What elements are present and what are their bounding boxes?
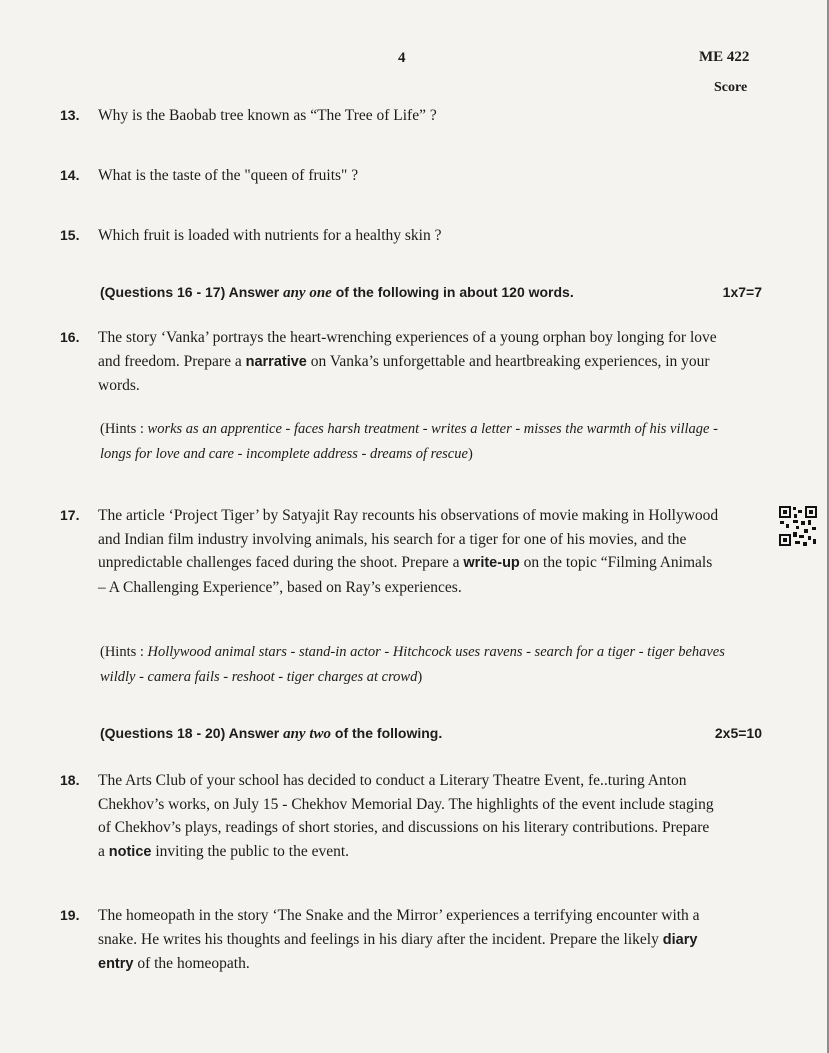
hints-body: Hollywood animal stars - stand-in actor - Hitchcock uses ravens - search for a tiger - tiger behaves wildly - camera fails - reshoot - tiger charges at crowd <box>100 644 725 685</box>
section-heading-18-20 <box>100 725 762 743</box>
hints-lead: (Hints : <box>100 644 148 660</box>
question-number: 18. <box>60 772 80 788</box>
section-emphasis: any one <box>283 285 332 301</box>
text-before: The story ‘Vanka’ portrays the heart-wrenching experiences of a young orphan boy longing for love and freedom. Prepare a <box>98 329 717 370</box>
question-text <box>98 769 720 864</box>
question-18 <box>60 769 760 864</box>
section-emphasis: any two <box>283 726 332 742</box>
section-marks: 2x5=10 <box>714 725 762 741</box>
score-label: Score <box>714 80 748 95</box>
text-before: The Arts Club of your school has decided to conduct a Literary Theatre Event, fe..turing Anton Chekhov’s works, on July 15 - Chekhov Memorial Day. The highlights of the event include staging of Chekhov’s plays, readings of short stories, and discussions on his literary contributions. Prepare a <box>98 772 714 860</box>
question-13 <box>60 104 760 128</box>
hints-17 <box>100 640 725 690</box>
hints-lead: (Hints : <box>100 421 148 437</box>
hints-end: ) <box>417 669 423 685</box>
question-19 <box>60 904 760 977</box>
question-text <box>98 904 720 977</box>
qr-code-icon <box>778 505 818 547</box>
question-number: 16. <box>60 329 80 345</box>
text-after: on Vanka’s unforgettable and heartbreaking experiences, in your words. <box>98 352 710 394</box>
section-rest: of the following. <box>331 725 443 741</box>
text-before: The article ‘Project Tiger’ by Satyajit Ray recounts his observations of movie making in Hollywood and Indian film industry involving animals, his search for a tiger for one of his movies, and the unpredictable challenges faced during the shoot. Prepare a <box>98 507 719 571</box>
hints-end: ) <box>467 446 473 462</box>
question-14 <box>60 164 760 188</box>
paper-code: ME 422 <box>699 49 750 65</box>
task-keyword: diary entry <box>98 931 698 972</box>
section-instruction <box>100 725 442 743</box>
text-after: of the homeopath. <box>133 955 250 972</box>
question-number: 19. <box>60 907 80 923</box>
question-15 <box>60 224 760 248</box>
text-after: on the topic “Filming Animals – A Challenging Experience”, based on Ray’s experiences. <box>98 554 713 596</box>
question-number: 15. <box>60 227 80 243</box>
section-marks: 1x7=7 <box>722 284 762 300</box>
hints-16 <box>100 417 725 467</box>
question-text: Why is the Baobab tree known as “The Tree of Life” ? <box>98 107 437 124</box>
question-text <box>98 504 720 599</box>
question-16 <box>60 326 760 398</box>
page-number: 4 <box>398 50 406 66</box>
section-lead: (Questions 18 - 20) Answer <box>100 725 284 741</box>
task-keyword: notice <box>108 843 152 860</box>
section-lead: (Questions 16 - 17) Answer <box>100 284 284 300</box>
text-before: The homeopath in the story ‘The Snake and the Mirror’ experiences a terrifying encounter with a snake. He writes his thoughts and feelings in his diary after the incident. Prepare the likely <box>98 907 700 948</box>
question-number: 13. <box>60 107 80 123</box>
question-number: 14. <box>60 167 80 183</box>
question-text: What is the taste of the "queen of fruits" ? <box>98 167 359 184</box>
hints-body: works as an apprentice - faces harsh treatment - writes a letter - misses the warmth of his village - longs for love and care - incomplete address - dreams of rescue <box>100 421 718 462</box>
section-heading-16-17 <box>100 284 762 302</box>
question-text: Which fruit is loaded with nutrients for a healthy skin ? <box>98 227 442 244</box>
question-number: 17. <box>60 507 80 523</box>
question-text <box>98 326 720 398</box>
task-keyword: write-up <box>463 555 520 571</box>
question-17 <box>60 504 760 599</box>
section-rest: of the following in about 120 words. <box>331 284 574 300</box>
task-keyword: narrative <box>245 353 307 370</box>
text-after: inviting the public to the event. <box>151 842 350 860</box>
section-instruction <box>100 284 574 302</box>
